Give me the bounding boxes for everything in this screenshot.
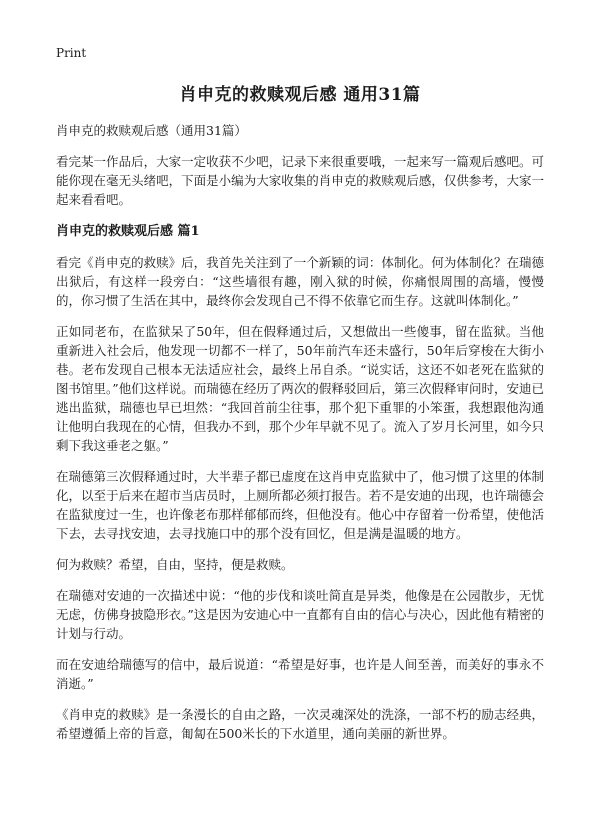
print-label: Print <box>56 46 87 60</box>
body-paragraph-4: 何为救赎？希望，自由，坚持，便是救赎。 <box>56 557 294 572</box>
body-paragraph-1: 看完《肖申克的救赎》后，我首先关注到了一个新颖的词：体制化。何为体制化？在瑞德出狱后，有这样一段旁白：“这些墙很有趣，刚入狱的时候，你痛恨周围的高墙，慢慢的，你习惯了生活在其中，最终你会发现自己不得不依靠它而生存。这就叫体制化。” <box>56 255 544 308</box>
section-heading: 肖申克的救赎观后感 篇1 <box>56 224 200 239</box>
body-paragraph-3: 在瑞德第三次假释通过时，大半辈子都已虚度在这肖申克监狱中了，他习惯了这里的体制化，以至于后来在超市当店员时，上厕所都必须打报告。若不是安迪的出现，也许瑞德会在监狱度过一生，也许像老布那样郁郁而终，但他没有。他心中存留着一份希望，使他活下去，去寻找安迪，去寻找施口中的那个没有回忆，但是满是温暖的地方。 <box>56 469 544 541</box>
body-paragraph-6: 而在安迪给瑞德写的信中，最后说道：“希望是好事，也许是人间至善，而美好的事永不消逝。” <box>56 657 544 691</box>
document-body <box>56 122 544 755</box>
body-paragraph-7: 《肖申克的救赎》是一条漫长的自由之路，一次灵魂深处的洗涤，一部不朽的励志经典，希望遵循上帝的旨意，匍匐在500米长的下水道里，通向美丽的新世界。 <box>56 707 544 741</box>
intro-paragraph: 看完某一作品后，大家一定收获不少吧，记录下来很重要哦，一起来写一篇观后感吧。可能你现在毫无头绪吧，下面是小编为大家收集的肖申克的救赎观后感，仅供参考，大家一起来看看吧。 <box>56 154 544 207</box>
document-subtitle: 肖申克的救赎观后感（通用31篇） <box>56 123 247 138</box>
page-title: 肖申克的救赎观后感 通用31篇 <box>179 85 421 105</box>
body-paragraph-5: 在瑞德对安迪的一次描述中说：“他的步伐和谈吐简直是异类，他像是在公园散步，无忧无虑，仿佛身披隐形衣。”这是因为安迪心中一直都有自由的信心与决心，因此他有精密的计划与行动。 <box>56 588 544 641</box>
body-paragraph-2: 正如同老布，在监狱呆了50年，但在假释通过后，又想做出一些傻事，留在监狱。当他重新进入社会后，他发现一切都不一样了，50年前汽车还未盛行，50年后穿梭在大街小巷。老布发现自己根本无法适应社会，最终上吊自杀。“说实话，这还不如老死在监狱的图书馆里。”他们这样说。而瑞德在经历了两次的假释驳回后，第三次假释审问时，安迪已逃出监狱，瑞德也早已坦然：“我回首前尘往事，那个犯下重罪的小笨蛋，我想跟他沟通让他明白我现在的心情，但我办不到，那个少年早就不见了。流入了岁月长河里，如今只剩下我这垂老之躯。” <box>56 324 544 453</box>
